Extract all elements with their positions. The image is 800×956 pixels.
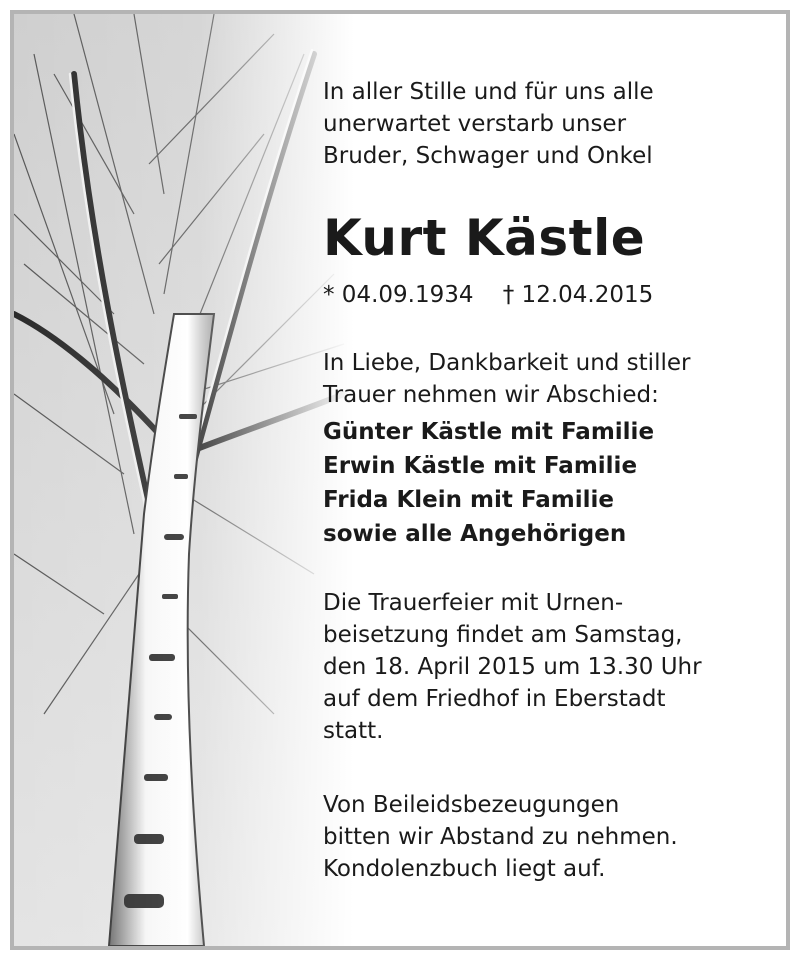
service-line: statt. [323, 718, 384, 744]
farewell-line: In Liebe, Dankbarkeit und stiller [323, 350, 691, 376]
service-line: Die Trauerfeier mit Urnen- [323, 590, 624, 616]
condolence-line: Kondolenzbuch liegt auf. [323, 856, 606, 882]
life-dates: * 04.09.1934 † 12.04.2015 [323, 282, 654, 308]
condolence-line: bitten wir Abstand zu nehmen. [323, 824, 678, 850]
obituary-text [323, 76, 783, 885]
mourner-entry: Günter Kästle mit Familie [323, 419, 655, 445]
intro-paragraph [323, 76, 783, 172]
service-line: den 18. April 2015 um 13.30 Uhr [323, 654, 702, 680]
condolence-line: Von Beileidsbezeugungen [323, 792, 620, 818]
mourner-entry: Erwin Kästle mit Familie [323, 453, 638, 479]
funeral-service-paragraph [323, 587, 783, 747]
service-line: beisetzung findet am Samstag, [323, 622, 683, 648]
mourner-entry: sowie alle Angehörigen [323, 521, 627, 547]
farewell-line: Trauer nehmen wir Abschied: [323, 382, 659, 408]
condolence-paragraph [323, 789, 783, 885]
mourners-list [323, 415, 783, 551]
service-line: auf dem Friedhof in Eberstadt [323, 686, 666, 712]
deceased-name: Kurt Kästle [323, 209, 646, 267]
farewell-paragraph [323, 347, 783, 411]
intro-line: unerwartet verstarb unser [323, 111, 627, 137]
intro-line: Bruder, Schwager und Onkel [323, 143, 653, 169]
winter-birch-photo [14, 14, 354, 946]
mourner-entry: Frida Klein mit Familie [323, 487, 614, 513]
obituary-frame [10, 10, 790, 950]
intro-line: In aller Stille und für uns alle [323, 79, 654, 105]
